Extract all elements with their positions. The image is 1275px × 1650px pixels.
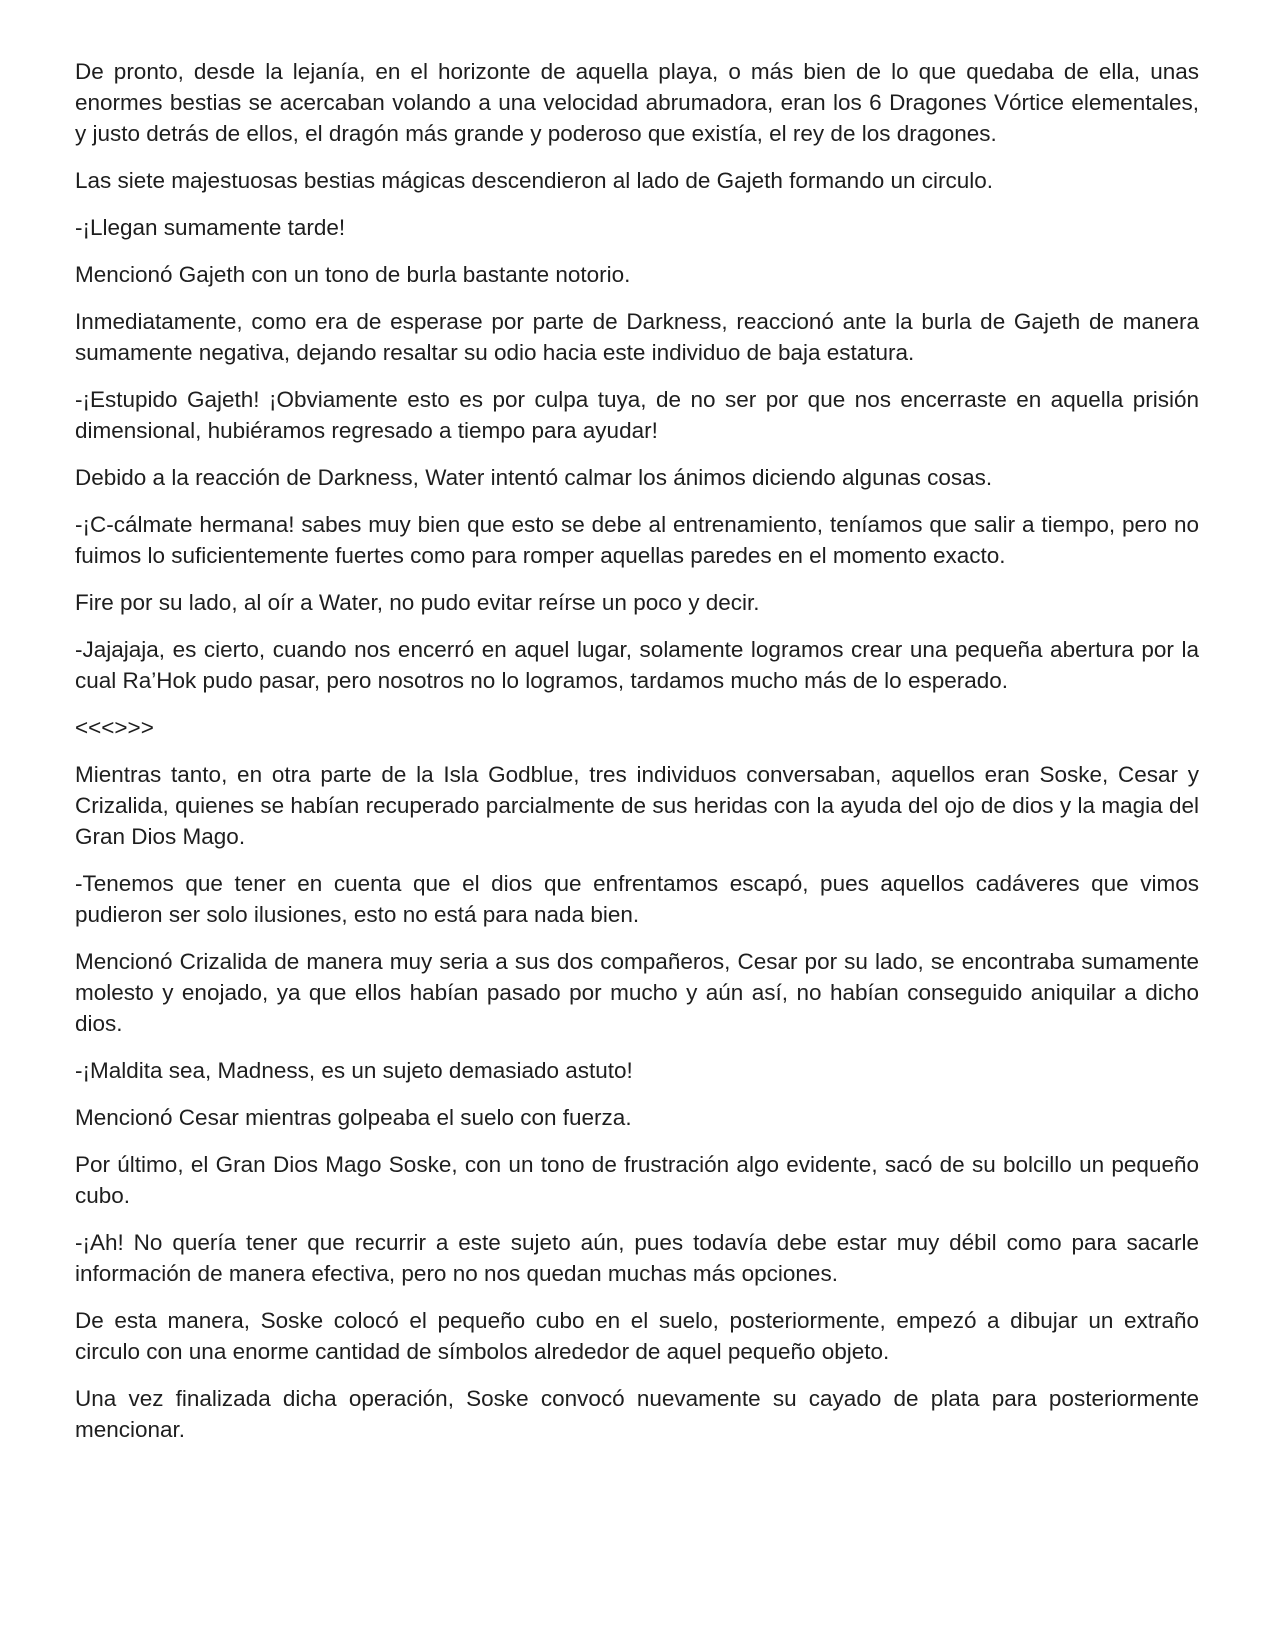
section-separator: <<<>>> (75, 715, 154, 740)
paragraph: -¡Ah! No quería tener que recurrir a este sujeto aún, pues todavía debe estar muy débil como para sacarle información de manera efectiva, pero no nos quedan muchas más opciones. (75, 1230, 1199, 1286)
paragraph: Fire por su lado, al oír a Water, no pudo evitar reírse un poco y decir. (75, 590, 760, 615)
paragraph: Mencionó Gajeth con un tono de burla bastante notorio. (75, 262, 631, 287)
paragraph: -Tenemos que tener en cuenta que el dios que enfrentamos escapó, pues aquellos cadáveres que vimos pudieron ser solo ilusiones, esto no está para nada bien. (75, 871, 1199, 927)
paragraph: Las siete majestuosas bestias mágicas descendieron al lado de Gajeth formando un circulo. (75, 168, 994, 193)
paragraph: -¡Estupido Gajeth! ¡Obviamente esto es por culpa tuya, de no ser por que nos encerraste en aquella prisión dimensional, hubiéramos regresado a tiempo para ayudar! (75, 387, 1199, 443)
paragraph: Por último, el Gran Dios Mago Soske, con un tono de frustración algo evidente, sacó de su bolcillo un pequeño cubo. (75, 1152, 1199, 1208)
paragraph: De pronto, desde la lejanía, en el horizonte de aquella playa, o más bien de lo que quedaba de ella, unas enormes bestias se acercaban volando a una velocidad abrumadora, eran los 6 Dragones Vórtice elementales, y justo detrás de ellos, el dragón más grande y poderoso que existía, el rey de los dragones. (75, 59, 1199, 146)
paragraph: De esta manera, Soske colocó el pequeño cubo en el suelo, posteriormente, empezó a dibujar un extraño circulo con una enorme cantidad de símbolos alrededor de aquel pequeño objeto. (75, 1308, 1199, 1364)
paragraph: Mientras tanto, en otra parte de la Isla Godblue, tres individuos conversaban, aquellos eran Soske, Cesar y Crizalida, quienes se habían recuperado parcialmente de sus heridas con la ayuda del ojo de dios y la magia del Gran Dios Mago. (75, 762, 1199, 849)
paragraph: -¡C-cálmate hermana! sabes muy bien que esto se debe al entrenamiento, teníamos que salir a tiempo, pero no fuimos lo suficientemente fuertes como para romper aquellas paredes en el momento exacto. (75, 512, 1199, 568)
document-page (75, 56, 1199, 1461)
paragraph: -¡Maldita sea, Madness, es un sujeto demasiado astuto! (75, 1058, 633, 1083)
paragraph: -¡Llegan sumamente tarde! (75, 215, 346, 240)
paragraph: Mencionó Crizalida de manera muy seria a sus dos compañeros, Cesar por su lado, se encontraba sumamente molesto y enojado, ya que ellos habían pasado por mucho y aún así, no habían conseguido aniquilar a dicho dios. (75, 949, 1199, 1036)
paragraph: Debido a la reacción de Darkness, Water intentó calmar los ánimos diciendo algunas cosas. (75, 465, 993, 490)
paragraph: Una vez finalizada dicha operación, Soske convocó nuevamente su cayado de plata para posteriormente mencionar. (75, 1386, 1199, 1442)
paragraph: -Jajajaja, es cierto, cuando nos encerró en aquel lugar, solamente logramos crear una pequeña abertura por la cual Ra’Hok pudo pasar, pero nosotros no lo logramos, tardamos mucho más de lo esperado. (75, 637, 1199, 693)
paragraph: Mencionó Cesar mientras golpeaba el suelo con fuerza. (75, 1105, 632, 1130)
paragraph: Inmediatamente, como era de esperase por parte de Darkness, reaccionó ante la burla de Gajeth de manera sumamente negativa, dejando resaltar su odio hacia este individuo de baja estatura. (75, 309, 1199, 365)
